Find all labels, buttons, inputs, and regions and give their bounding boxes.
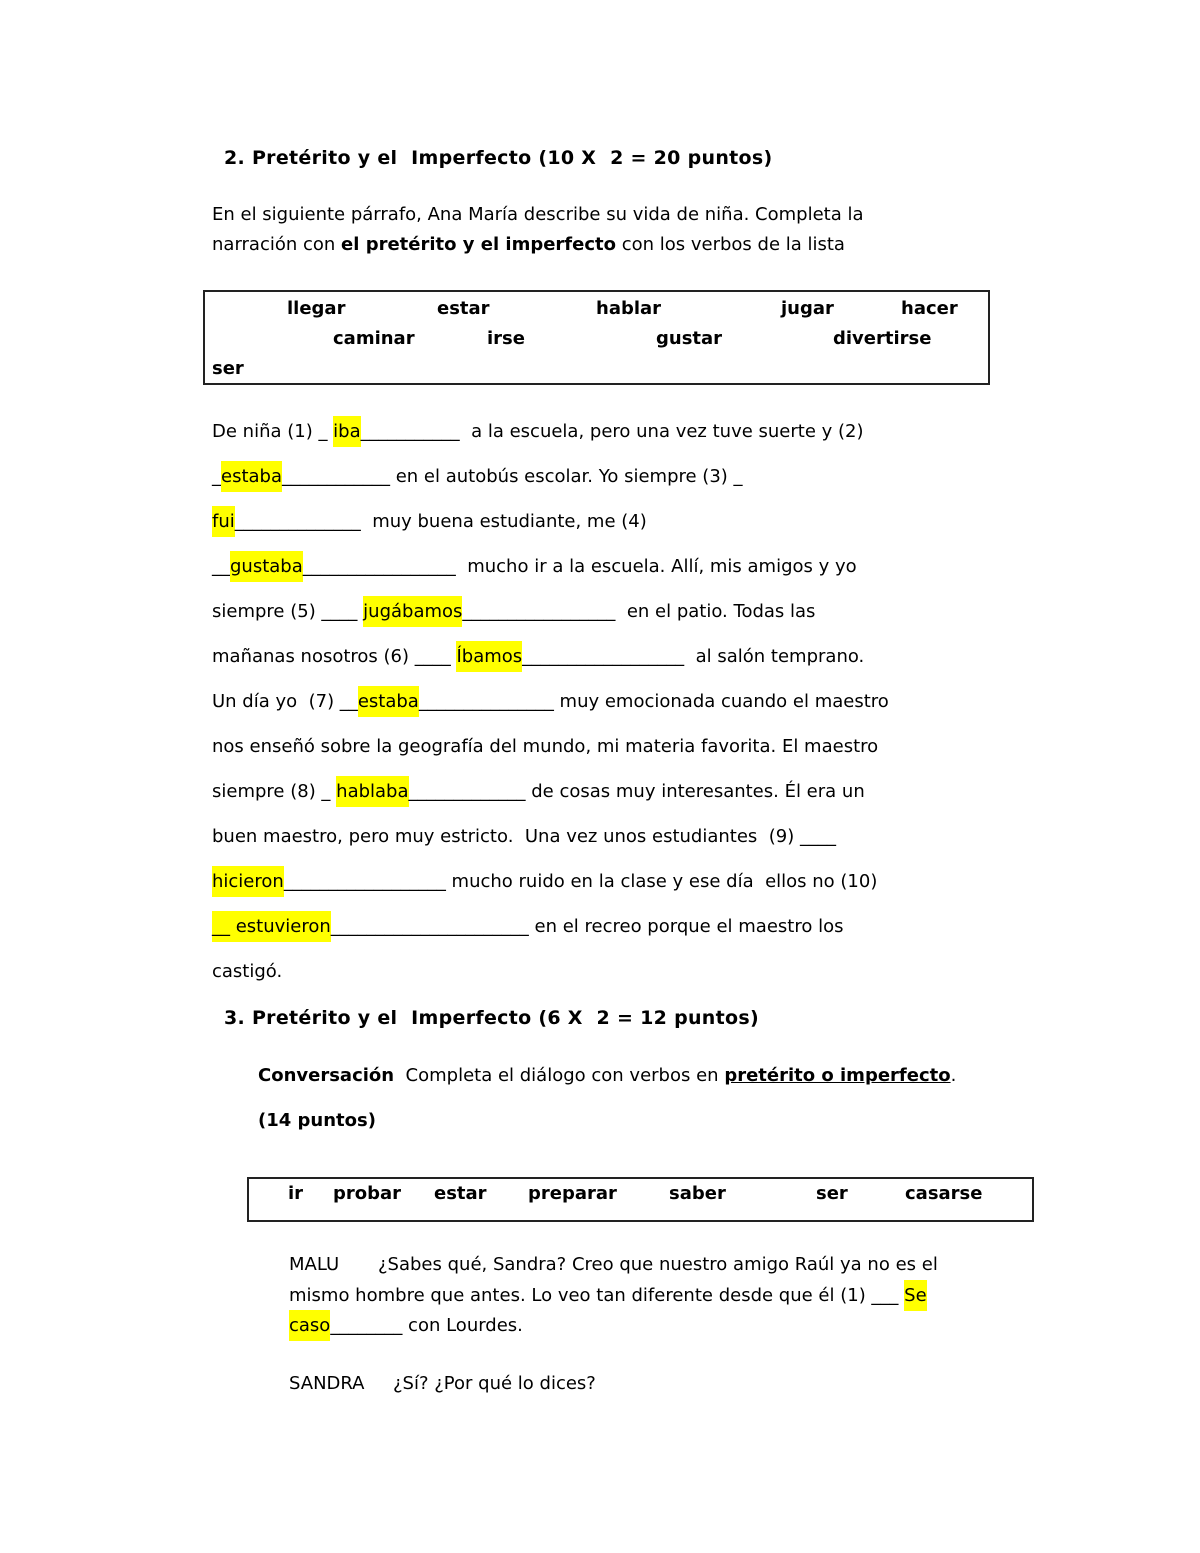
paragraph-line-1 <box>212 420 864 444</box>
line-text: ____________ en el autobús escolar. Yo siempre (3) _ <box>282 466 743 487</box>
answer-highlight: estaba <box>221 461 282 492</box>
paragraph-line-3 <box>212 510 647 534</box>
line-text: siempre (5) ____ <box>212 601 364 622</box>
line-text: mañanas nosotros (6) ____ <box>212 646 457 667</box>
paragraph-line-9 <box>212 780 865 804</box>
instructions-text: Completa el diálogo con verbos en <box>394 1065 725 1086</box>
dialog-text: ________ con Lourdes. <box>330 1315 523 1336</box>
verb-bank-word: gustar <box>656 328 723 349</box>
line-text: _____________ de cosas muy interesantes. Él era un <box>408 781 865 802</box>
dialog-text: ¿Sí? ¿Por qué lo dices? <box>393 1373 596 1394</box>
instructions-end: . <box>950 1065 957 1086</box>
paragraph-line-13: castigó. <box>212 961 283 982</box>
intro-text: con los verbos de la lista <box>615 234 845 255</box>
verb-bank-word: ser <box>816 1183 848 1204</box>
line-text: __________________ mucho ruido en la clase y ese día ellos no (10) <box>283 871 878 892</box>
intro-emphasis: el pretérito y el imperfecto <box>341 234 616 255</box>
paragraph-line-4 <box>212 555 857 579</box>
verb-bank-word: probar <box>333 1183 402 1204</box>
instructions-emphasis: pretérito o imperfecto <box>724 1065 951 1086</box>
verb-bank-word: jugar <box>781 298 834 319</box>
dialog-text: mismo hombre que antes. Lo veo tan diferente desde que él (1) ___ <box>289 1285 905 1306</box>
section-2-intro-line-2 <box>212 233 845 257</box>
paragraph-line-6 <box>212 645 864 669</box>
section-2-heading: 2. Pretérito y el Imperfecto (10 X 2 = 20 puntos) <box>224 147 773 169</box>
instructions-label: Conversación <box>258 1065 395 1086</box>
verb-bank-word: preparar <box>528 1183 617 1204</box>
paragraph-line-10: buen maestro, pero muy estricto. Una vez unos estudiantes (9) ____ <box>212 826 836 847</box>
paragraph-line-11 <box>212 870 877 894</box>
verb-bank-word: estar <box>437 298 490 319</box>
dialog-line-2 <box>289 1284 927 1308</box>
line-text: ______________________ en el recreo porque el maestro los <box>330 916 844 937</box>
line-text: De niña (1) _ <box>212 421 334 442</box>
answer-highlight: Se <box>904 1280 927 1311</box>
line-text: _ <box>212 466 221 487</box>
dialog-line-4 <box>289 1372 596 1396</box>
verb-bank-word: ser <box>212 358 244 379</box>
verb-bank-word: casarse <box>905 1183 983 1204</box>
dialog-line-1 <box>289 1253 938 1277</box>
section-3-heading: 3. Pretérito y el Imperfecto (6 X 2 = 12 puntos) <box>224 1007 759 1029</box>
line-text: __ <box>212 556 230 577</box>
line-text: ___________ a la escuela, pero una vez tuve suerte y (2) <box>360 421 864 442</box>
section-3-points: (14 puntos) <box>258 1110 376 1131</box>
answer-highlight: estaba <box>358 686 419 717</box>
paragraph-line-12 <box>212 915 843 939</box>
dialog-line-3 <box>289 1314 523 1338</box>
line-text: _______________ muy emocionada cuando el maestro <box>418 691 889 712</box>
verb-bank-word: divertirse <box>833 328 932 349</box>
paragraph-line-2 <box>212 465 743 489</box>
verb-bank-word: hacer <box>901 298 958 319</box>
line-text: Un día yo (7) __ <box>212 691 358 712</box>
verb-bank-word: caminar <box>333 328 415 349</box>
section-2-intro-line-1: En el siguiente párrafo, Ana María describe su vida de niña. Completa la <box>212 204 864 225</box>
answer-highlight: hablaba <box>336 776 408 807</box>
section-3-instructions <box>258 1064 956 1088</box>
line-text: _________________ en el patio. Todas las <box>462 601 816 622</box>
answer-highlight: Íbamos <box>456 641 522 672</box>
line-text: _________________ mucho ir a la escuela. Allí, mis amigos y yo <box>302 556 857 577</box>
answer-highlight: iba <box>333 416 360 447</box>
dialog-text: ¿Sabes qué, Sandra? Creo que nuestro amigo Raúl ya no es el <box>378 1254 938 1275</box>
line-text: siempre (8) _ <box>212 781 337 802</box>
verb-bank-word: irse <box>487 328 525 349</box>
paragraph-line-7 <box>212 690 889 714</box>
intro-text: narración con <box>212 234 342 255</box>
verb-bank-word: llegar <box>287 298 346 319</box>
verb-bank-word: ir <box>288 1183 304 1204</box>
verb-bank-word: estar <box>434 1183 487 1204</box>
speaker-name: SANDRA <box>289 1373 365 1394</box>
answer-highlight: caso <box>289 1310 330 1341</box>
answer-highlight: fui <box>212 506 235 537</box>
verb-bank-word: saber <box>669 1183 726 1204</box>
answer-highlight: __ estuvieron <box>212 911 331 942</box>
line-text: __________________ al salón temprano. <box>522 646 865 667</box>
paragraph-line-5 <box>212 600 815 624</box>
paragraph-line-8: nos enseñó sobre la geografía del mundo, mi materia favorita. El maestro <box>212 736 879 757</box>
answer-highlight: jugábamos <box>363 596 462 627</box>
answer-highlight: hicieron <box>212 866 284 897</box>
line-text: ______________ muy buena estudiante, me (4) <box>234 511 647 532</box>
speaker-name: MALU <box>289 1254 340 1275</box>
answer-highlight: gustaba <box>230 551 303 582</box>
verb-bank-word: hablar <box>596 298 662 319</box>
